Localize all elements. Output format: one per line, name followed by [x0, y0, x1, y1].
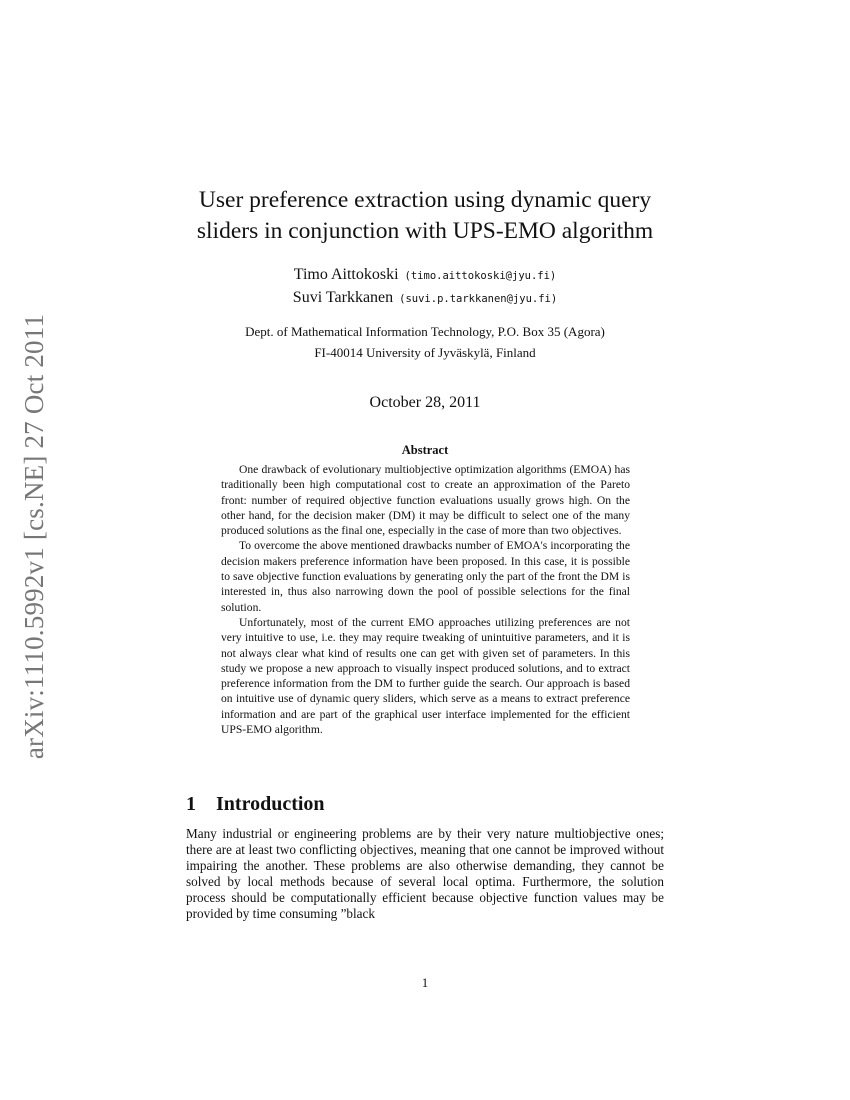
author-list	[200, 264, 650, 310]
title-line: User preference extraction using dynamic query	[198, 187, 652, 213]
section-title: Introduction	[216, 793, 325, 815]
author-name: Suvi Tarkkanen	[292, 289, 394, 306]
affiliation-line: Dept. of Mathematical Information Technology, P.O. Box 35 (Agora)	[245, 324, 605, 339]
author-email: (suvi.p.tarkkanen@jyu.fi)	[399, 293, 558, 305]
author-email: (timo.aittokoski@jyu.fi)	[404, 270, 557, 282]
introduction-paragraph: Many industrial or engineering problems are by their very nature multiobjective ones; there are at least two conflicting objectives, meaning that one cannot be improved without impairing the another. These problems are also otherwise demanding, they cannot be solved by local methods because of several local optima. Furthermore, the solution process should be computationally efficient because objective function values may be provided by time consuming ”black	[186, 826, 664, 922]
abstract-body	[221, 462, 630, 737]
affiliation-line: FI-40014 University of Jyväskylä, Finland	[314, 345, 536, 360]
affiliation	[150, 321, 700, 363]
abstract-heading: Abstract	[401, 443, 449, 457]
section-number: 1	[186, 793, 196, 815]
abstract-paragraph: Unfortunately, most of the current EMO approaches utilizing preferences are not very intuitive to use, i.e. they may require tweaking of unintuitive parameters, and it is not always clear what kind of results one can get with given set of parameters. In this study we propose a new approach to visually inspect produced solutions, and to extract preference information from the DM to further guide the search. Our approach is based on intuitive use of dynamic query sliders, which serve as a means to extract preference information and are part of the graphical user interface implemented for the efficient UPS-EMO algorithm.	[221, 615, 630, 737]
arxiv-id: arXiv:1110.5992v1 [cs.NE] 27 Oct 2011	[19, 313, 50, 759]
section-heading	[186, 793, 325, 816]
author-line	[200, 287, 650, 310]
title-line: sliders in conjunction with UPS-EMO algorithm	[196, 218, 654, 244]
publication-date: October 28, 2011	[369, 394, 481, 411]
paper-title	[150, 185, 700, 247]
arxiv-stamp	[8, 296, 62, 776]
author-line	[200, 264, 650, 287]
abstract-paragraph: To overcome the above mentioned drawbacks number of EMOA's incorporating the decision makers preference information have been proposed. In this case, it is possible to save objective function evaluations by generating only the part of the front the DM is interested in, thus also narrowing down the pool of possible selections for the final solution.	[221, 539, 630, 614]
author-name: Timo Aittokoski	[293, 266, 399, 283]
abstract-paragraph: One drawback of evolutionary multiobjective optimization algorithms (EMOA) has traditionally been high computational cost to create an approximation of the Pareto front: number of required objective function evaluations usually grows high. On the other hand, for the decision maker (DM) it may be difficult to select one of the many produced solutions as the final one, especially in the case of more than two objectives.	[221, 463, 630, 538]
page-number: 1	[421, 975, 429, 990]
